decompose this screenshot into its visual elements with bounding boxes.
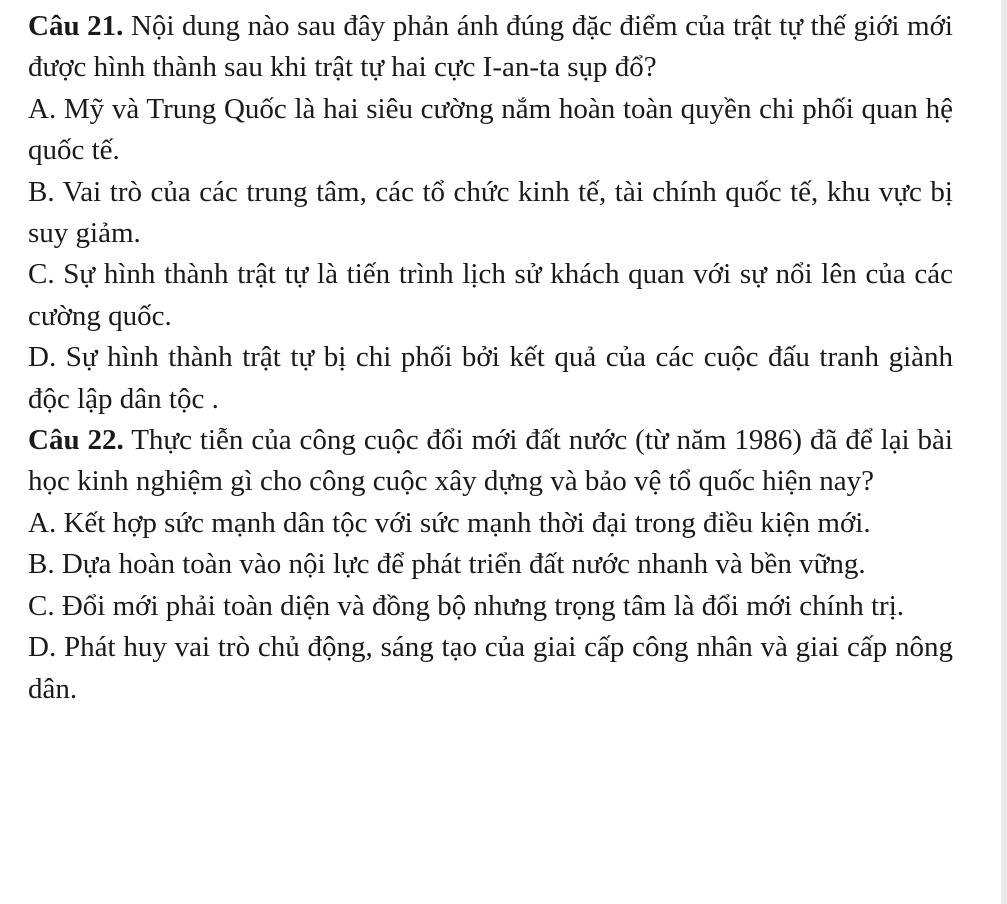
question-22-text: Thực tiễn của công cuộc đổi mới đất nước (từ năm 1986) đã để lại bài học kinh nghiệm gì cho công cuộc xây dựng và bảo vệ tổ quốc hiện nay?: [28, 424, 953, 498]
question-21-number: Câu 21.: [28, 10, 124, 42]
question-21-option-a: A. Mỹ và Trung Quốc là hai siêu cường nắm hoàn toàn quyền chi phối quan hệ quốc tế.: [28, 92, 953, 167]
question-21-option-c: C. Sự hình thành trật tự là tiến trình lịch sử khách quan với sự nổi lên của các cường quốc.: [28, 258, 953, 332]
question-21-option-d: D. Sự hình thành trật tự bị chi phối bởi kết quả của các cuộc đấu tranh giành độc lập dân tộc .: [28, 341, 953, 415]
page-edge-divider: [1001, 0, 1007, 904]
question-21-option-b: B. Vai trò của các trung tâm, các tổ chức kinh tế, tài chính quốc tế, khu vực bị suy giảm.: [28, 175, 953, 250]
question-21-stem: [28, 6, 953, 89]
question-22-option-b: B. Dựa hoàn toàn vào nội lực để phát triển đất nước nhanh và bền vững.: [28, 548, 866, 581]
question-22-number: Câu 22.: [28, 424, 124, 457]
question-22-option-d: D. Phát huy vai trò chủ động, sáng tạo của giai cấp công nhân và giai cấp nông dân.: [28, 631, 953, 705]
question-22-option-a: A. Kết hợp sức mạnh dân tộc với sức mạnh thời đại trong điều kiện mới.: [28, 506, 871, 539]
question-21: [28, 6, 953, 420]
question-sheet: [28, 6, 953, 710]
question-22: [28, 420, 953, 710]
question-21-text: Nội dung nào sau đây phản ánh đúng đặc điểm của trật tự thế giới mới được hình thành sau khi trật tự hai cực I-an-ta sụp đổ?: [28, 10, 953, 84]
question-22-option-c: C. Đổi mới phải toàn diện và đồng bộ nhưng trọng tâm là đổi mới chính trị.: [28, 589, 905, 622]
question-22-stem: [28, 420, 953, 503]
